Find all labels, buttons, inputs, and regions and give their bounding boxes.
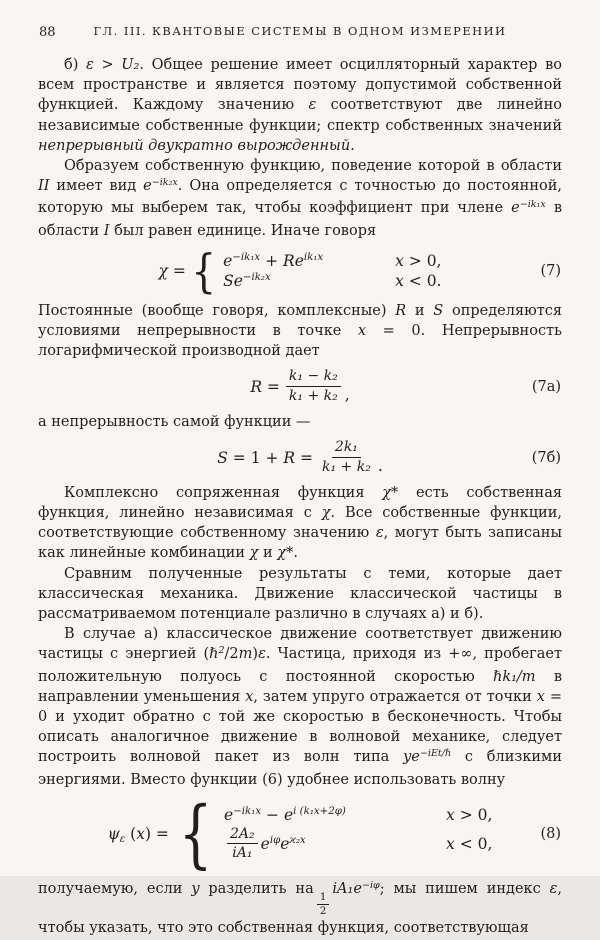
cases-brace-icon: { — [191, 243, 216, 298]
cases-row: $\frac{\text{2A₂}}{\text{iA₁}}$ $e^{i\varphi}e^{ϰ_2x}$ x < 0, — [224, 826, 492, 863]
equation-number: (7) — [540, 262, 561, 279]
fraction: $\frac{\text{k₁ − k₂}}{\text{k₁ + k₂}}$ — [286, 368, 341, 405]
paragraph-case-a-classical: В случае а) классическое движение соответствует движению частицы с энергией (ℏ$^2$/2m)ε. Частица, приходя из +∞, пробегает положительную полуось с постоянной скоростью ℏk₁/m в направлении уменьшения x, затем упруго отражается от точки x = 0 и уходит обратно с той же скоростью в бесконечность. Чтобы описать аналогичное движение в волновой механике, следует построить волновой пакет из волн типа $ye^{-iEt/\hbar}$ с близкими энергиями. Вместо функции (6) удобнее использовать волну — [38, 626, 563, 788]
paragraph-compare-classical: Сравним полученные результаты с теми, которые дает классическая механика. Движение классической частицы в рассматриваемом потенциале различно в случаях а) и б). — [38, 565, 562, 623]
equation-7b-body: S = 1 + R = $\frac{\text{2k₁}}{\text{k₁ + k₂}}$ . — [217, 439, 383, 476]
cases-brace-icon: { — [178, 790, 213, 877]
equation-7-body — [158, 243, 442, 298]
cases-row: $e^{-ik_1x} - e^{i (k_1x+2\varphi)}$ x > 0, — [224, 805, 493, 824]
page-number: 88 — [39, 25, 56, 40]
cases-row: $Se^{-ik_2x}$ x < 0. — [223, 271, 442, 290]
equation-8-body — [107, 790, 493, 877]
equation-7 — [38, 243, 562, 298]
fraction: $\frac{\text{2A₂}}{\text{iA₁}}$ — [227, 826, 258, 863]
fraction: $\frac{\text{2k₁}}{\text{k₁ + k₂}}$ — [322, 439, 371, 476]
fraction: $\frac{1}{2}$ — [317, 892, 330, 917]
paragraph-constants-rs: Постоянные (вообще говоря, комплексные) R и S определяются условиями непрерывности в точке x = 0. Непрерывность логарифмической производной дает — [38, 302, 563, 360]
running-title: ГЛ. III. КВАНТОВЫЕ СИСТЕМЫ В ОДНОМ ИЗМЕРЕНИИ — [93, 24, 507, 38]
cases-row: $e^{-ik_1x} + Re^{ik_1x}$ x > 0, — [223, 251, 442, 270]
equation-8-cases — [224, 806, 492, 863]
equation-8-lhs: ψε (x) = — [107, 824, 169, 845]
equation-7-lhs: χ = — [158, 261, 186, 280]
equation-number: (8) — [540, 825, 561, 842]
paragraph-wave-division-note: получаемую, если y разделить на $\frac{1}{2}$ $iA_1e^{-i\varphi}$; мы пишем индекс ε, чтобы указать, что это собственная функция, соответствующая — [38, 879, 562, 936]
equation-7a — [38, 368, 562, 405]
equation-number: (7б) — [531, 449, 561, 466]
paragraph-case-b: б) ε > U₂. Общее решение имеет осцилляторный характер во всем пространстве и является поэтому допустимой собственной функцией. Каждому значению ε соответствуют две линейно независимые собственные функции; спектр собственных значений непрерывный двукратно вырожденный. — [38, 57, 563, 154]
page-header — [38, 24, 562, 42]
paragraph-complex-conjugate: Комплексно сопряженная функция χ* есть собственная функция, линейно независимая с χ. Все собственные функции, соответствующие собственному значению ε, могут быть записаны как линейные комбинации χ и χ*. — [38, 484, 563, 562]
paragraph-eigenfunction-construction: Образуем собственную функцию, поведение которой в области II имеет вид $e^{-ik_2x}$. Она определяется с точностью до постоянной, которую мы выберем так, чтобы коэффициент при члене $e^{-ik_1x}$ в области I был равен единице. Иначе говоря — [38, 158, 563, 239]
equation-7b — [38, 439, 562, 476]
equation-number: (7а) — [531, 378, 561, 395]
equation-7a-body: R = $\frac{\text{k₁ − k₂}}{\text{k₁ + k₂}}$ , — [250, 368, 350, 405]
equation-8 — [38, 790, 562, 877]
paragraph-function-continuity: а непрерывность самой функции — — [38, 414, 311, 431]
equation-7-cases — [223, 252, 441, 290]
